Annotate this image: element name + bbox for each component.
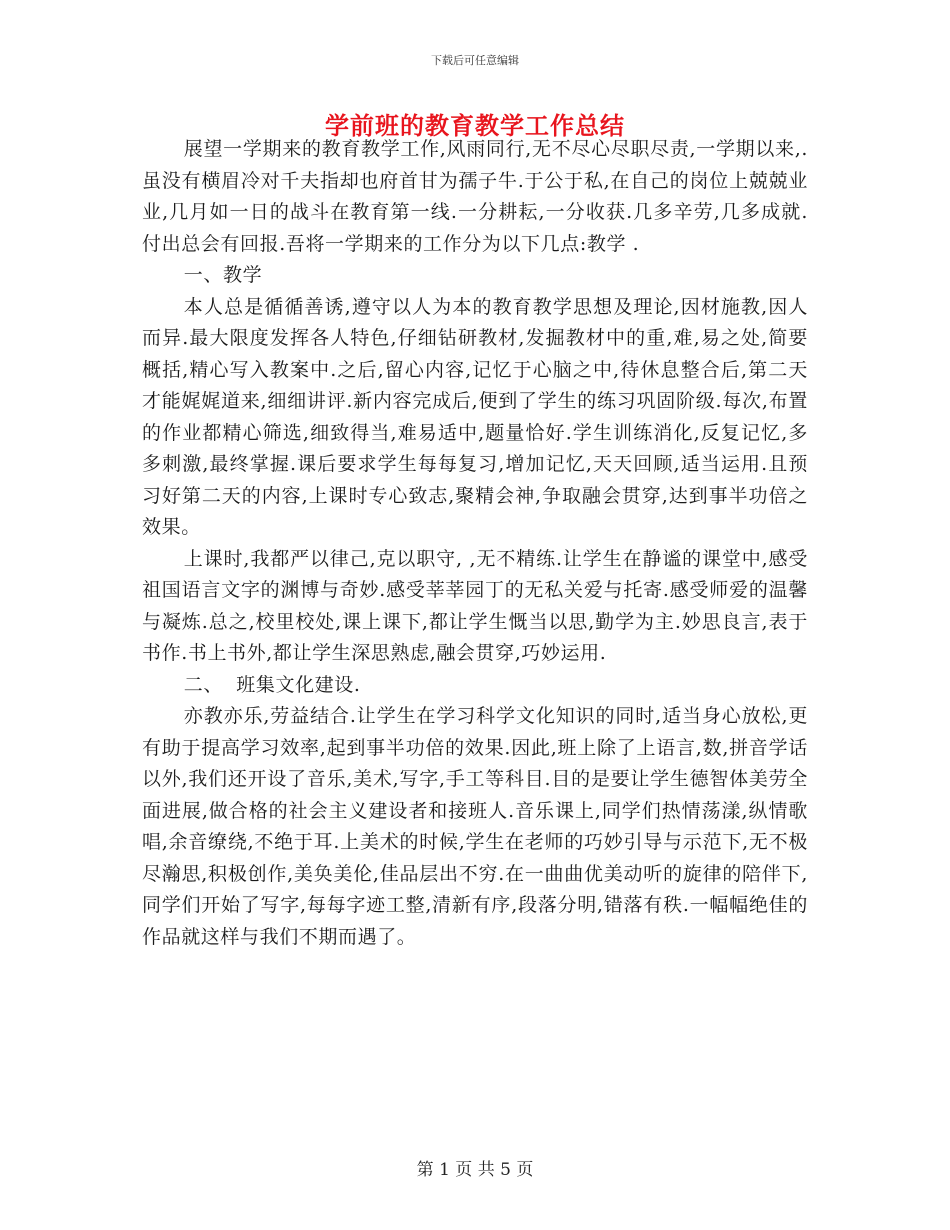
teaching-paragraph-2: 上课时,我都严以律己,克以职守, ,无不精练.让学生在静谧的课堂中,感受祖国语言文字的渊博与奇妙.感受莘莘园丁的无私关爱与托寄.感受师爱的温馨与凝炼.总之,校里校处,课上课下,都让学生慨当以思,勤学为主.妙思良言,表于书作.书上书外,都让学生深思熟虑,融会贯穿,巧妙运用. <box>142 547 808 664</box>
document-body <box>142 134 808 953</box>
document-title: 学前班的教育教学工作总结 <box>325 111 625 140</box>
section-heading-teaching: 一、教学 <box>183 264 263 286</box>
section-heading-class-culture: 二、 班集文化建设. <box>183 673 361 696</box>
teaching-paragraph-1: 本人总是循循善诱,遵守以人为本的教育教学思想及理论,因材施教,因人而异.最大限度发挥各人特色,仔细钻研教材,发掘教材中的重,难,易之处,简要概括,精心写入教案中.之后,留心内容,记忆于心脑之中,待休息整合后,第二天才能娓娓道来,细细讲评.新内容完成后,便到了学生的练习巩固阶级.每次,布置的作业都精心筛选,细致得当,难易适中,题量恰好.学生训练消化,反复记忆,多多刺激,最终掌握.课后要求学生每每复习,增加记忆,天天回顾,适当运用.且预习好第二天的内容,上课时专心致志,聚精会神,争取融会贯穿,达到事半功倍之效果。 <box>142 295 808 538</box>
class-culture-paragraph: 亦教亦乐,劳益结合.让学生在学习科学文化知识的同时,适当身心放松,更有助于提高学习效率,起到事半功倍的效果.因此,班上除了上语言,数,拼音学话以外,我们还开设了音乐,美术,写字,手工等科目.目的是要让学生德智体美劳全面进展,做合格的社会主义建设者和接班人.音乐课上,同学们热情荡漾,纵情歌唱,余音缭绕,不绝于耳.上美术的时候,学生在老师的巧妙引导与示范下,无不极尽瀚思,积极创作,美奂美伦,佳品层出不穷.在一曲曲优美动听的旋律的陪伴下,同学们开始了写字,每每字迹工整,清新有序,段落分明,错落有秩.一幅幅绝佳的作品就这样与我们不期而遇了。 <box>142 705 808 948</box>
page-number-footer: 第 1 页 共 5 页 <box>416 1160 534 1180</box>
intro-paragraph: 展望一学期来的教育教学工作,风雨同行,无不尽心尽职尽责,一学期以来,.虽没有横眉冷对千夫指却也府首甘为孺子牛.于公于私,在自己的岗位上兢兢业业,几月如一日的战斗在教育第一线.一分耕耘,一分收获.几多辛劳,几多成就.付出总会有回报.吾将一学期来的工作分为以下几点:教学 . <box>142 138 808 255</box>
page-header-note: 下载后可任意编辑 <box>431 54 519 67</box>
